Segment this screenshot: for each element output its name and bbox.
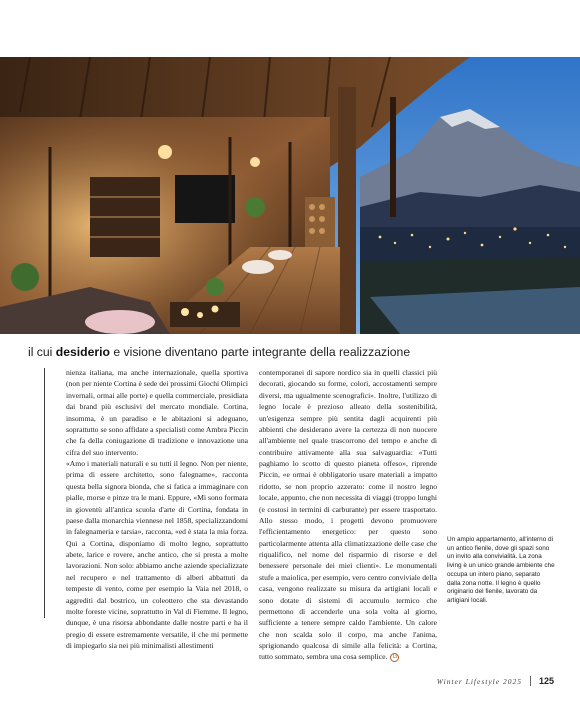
article-paragraph: «Amo i materiali naturali e su tutti il legno. Non per niente, prima di essere architetto, sono falegname», racconta questa bella signora bionda, che si fatica a immaginare con pialle, morse e pinze tra le mani. Eppure, «Mi sono formata in gioventù all'antica scuola d'arte di Cortina, fondata in paese dalla monarchia viennese nel 1858, specializzandomi in falegnameria e tarsia», racconta, «ed è stata la mia forza. Qui a Cortina, disponiamo di molto legno, soprattutto abete, larice e rovere, anche antico, che si presta a molte lavorazioni. Non solo: abbiamo anche aziende specializzate nel recupero e nel trattamento di alberi abbattuti da tempeste di vento, come per esempio la Vaia nel 2018, o aggrediti dal bostrico, un coleottero che sta devastando molte foreste vicine, soprattutto in Val di Fiemme. Il legno, dunque, è una risorsa abbondante dalle nostre parti e ha il pregio di essere estremamente versatile, il che mi permette di impiegarlo sia nei più minimalisti allestimenti <box>66 459 248 650</box>
article-column-2 <box>259 367 437 663</box>
article-text: contemporanei di sapore nordico sia in quelli classici più decorati, giocando su forme, colori, accostamenti sempre diversi, ma ugualmente scenografici». Inoltre, l'utilizzo di legno locale è prezioso alleato della sostenibilità, un'esigenza sempre più sentita dagli acquirenti più abbienti che desiderano avere la certezza di non nuocere all'ambiente nel quale trascorrono del tempo e anche di contribuire attivamente alla sua salvaguardia: «Tutti paghiamo lo scotto di questo pianeta offeso», riprende Piccin, «e ormai è obbligatorio usare materiali a impatto ridotto, se non proprio azzerato: come il nostro legno locale, appunto, che non necessita di viaggi (troppo lunghi (e costosi in termini di carburante) per essere trasportato. Allo stesso modo, i progetti devono promuovere l'efficientamento energetico: per questo sono particolarmente attenta alla climatizzazione delle case che riqualifico, nel nome del risparmio di risorse e del benessere personale dei miei clienti». Le monumentali stufe a maiolica, per esempio, vero centro conviviale della casa, vengono realizzate su misura da artigiani locali e sono dotate di sistemi di accumulo termico che permettono di accenderle una sola volta al giorno, sufficiente a tenere sempre caldo l'ambiente. Un calore che non scalda solo il corpo, ma anche l'anima, sprigionando qualcosa di simile alla felicità: a Cortina, tutto sommato, sembra una cosa semplice. <box>259 368 437 662</box>
headline <box>28 345 558 359</box>
headline-rest: e visione diventano parte integrante della realizzazione <box>109 345 411 359</box>
column-rule <box>44 368 45 618</box>
page-number: 125 <box>538 676 554 686</box>
magazine-name: Winter Lifestyle 2025 <box>436 676 522 686</box>
headline-emphasis: desiderio <box>55 345 110 359</box>
footer-divider <box>530 676 531 686</box>
page-footer <box>437 676 554 686</box>
end-mark-icon: G <box>390 653 399 662</box>
photo-caption: Un ampio appartamento, all'interno di un antico fienile, dove gli spazi sono un invito alla convivialità. La zona living è un unico grande ambiente che occupa un intero piano, separato dalla zona notte. Il legno è quello originario del fienile, lavorato da artigiani locali. <box>447 536 555 604</box>
article-paragraph: nienza italiana, ma anche internazionale, quella sportiva (non per niente Cortina è sede dei prossimi Giochi Olimpici invernali, ormai alle porte) e quella commerciale, presidiata dai brand più esclusivi del mercato mondiale. Cortina, insomma, è un paradiso e le abitazioni si adeguano, soprattutto se sono affidate a specialisti come Ambra Piccin che fa della coniugazione di tradizione e innovazione una cifra del suo intervento. <box>66 368 248 457</box>
headline-lead: il cui <box>28 345 56 359</box>
article-paragraph <box>259 367 437 663</box>
hero-photo <box>0 57 580 334</box>
article-column-1 <box>66 367 248 651</box>
chalet-photo-illustration <box>0 57 580 334</box>
